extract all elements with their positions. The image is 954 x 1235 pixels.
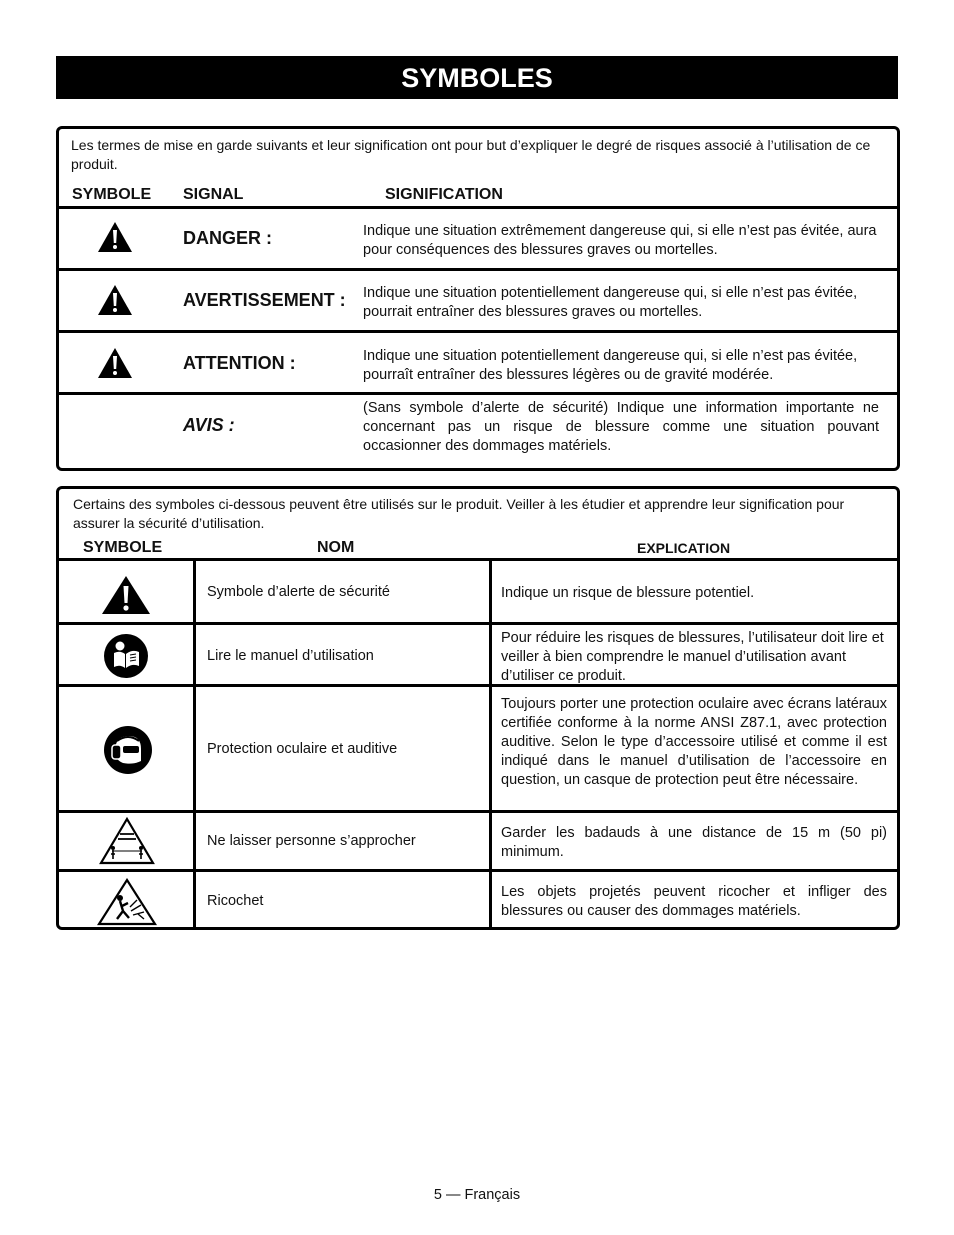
- symbol-name: Protection oculaire et auditive: [207, 741, 398, 757]
- ricochet-icon: [97, 878, 157, 926]
- signal-label-notice: AVIS :: [183, 415, 235, 435]
- symbol-name: Ricochet: [207, 893, 264, 909]
- signals-intro: Les termes de mise en garde suivants et leur signification ont pour but d’expliquer le degré de risques associé à l’utilisation de ce produit.: [71, 137, 871, 172]
- warning-triangle-icon: [97, 347, 133, 379]
- product-symbols-box: [56, 486, 900, 930]
- divider: [59, 330, 897, 333]
- symbol-explanation: Pour réduire les risques de blessures, l’utilisateur doit lire et veiller à bien comprendre le manuel d’utilisation avant d’utiliser ce produit.: [501, 630, 884, 684]
- divider: [59, 810, 897, 813]
- safety-alert-icon: [101, 575, 151, 615]
- warning-triangle-icon: [97, 221, 133, 253]
- signal-words-box: [56, 126, 900, 471]
- signal-label-danger: DANGER :: [183, 228, 272, 248]
- symbol-explanation: Indique un risque de blessure potentiel.: [501, 585, 755, 601]
- header-symbol: SYMBOLE: [83, 539, 163, 556]
- symbol-name: Lire le manuel d’utilisation: [207, 648, 374, 664]
- divider: [59, 622, 897, 625]
- signal-desc-warning: Indique une situation potentiellement dangereuse qui, si elle n’est pas évitée, pourrait entraîner des blessures graves ou mortelles.: [363, 285, 858, 320]
- divider: [59, 268, 897, 271]
- page-title: SYMBOLES: [56, 56, 898, 99]
- signal-desc-notice: (Sans symbole d’alerte de sécurité) Indique une information importante ne concernant pas un risque de blessure comme une situation pouvant occasionner des dommages matériels.: [363, 400, 879, 454]
- signal-label-caution: ATTENTION :: [183, 353, 296, 373]
- header-explanation: EXPLICATION: [637, 540, 731, 556]
- signal-label-warning: AVERTISSEMENT :: [183, 290, 346, 310]
- header-meaning: SIGNIFICATION: [385, 186, 503, 203]
- page-footer: 5 — Français: [433, 1187, 521, 1203]
- symbol-explanation: Garder les badauds à une distance de 15 m (50 pi) minimum.: [501, 825, 887, 860]
- eye-ear-protection-icon: [103, 725, 153, 775]
- header-name: NOM: [317, 539, 355, 556]
- warning-triangle-icon: [97, 284, 133, 316]
- symbol-name: Ne laisser personne s’approcher: [207, 833, 416, 849]
- divider: [59, 558, 897, 561]
- signal-desc-caution: Indique une situation potentiellement dangereuse qui, si elle n’est pas évitée, pourraît entraîner des blessures légères ou de gravité modérée.: [363, 348, 858, 383]
- read-manual-icon: [103, 633, 149, 679]
- symbol-explanation: Les objets projetés peuvent ricocher et infliger des blessures ou causer des dommages matériels.: [501, 884, 887, 919]
- keep-bystanders-away-icon: [99, 817, 155, 865]
- divider: [59, 392, 897, 395]
- symbol-explanation: Toujours porter une protection oculaire avec écrans latéraux certifiée conforme à la norme ANSI Z87.1, avec protection auditive. Selon le type d’accessoire utilisé et comme il est indiqué dans le manuel d’utilisation de l’accessoire en question, un casque de protection peut être nécessaire.: [501, 696, 887, 788]
- signal-desc-danger: Indique une situation extrêmement dangereuse qui, si elle n’est pas évitée, aura pour conséquences des blessures graves ou mortelles.: [363, 223, 877, 258]
- divider: [59, 206, 897, 209]
- header-symbol: SYMBOLE: [72, 186, 152, 203]
- divider: [59, 869, 897, 872]
- divider: [59, 684, 897, 687]
- symbols-intro: Certains des symboles ci-dessous peuvent être utilisés sur le produit. Veiller à les étudier et apprendre leur signification pour assurer la sécurité d’utilisation.: [73, 496, 845, 531]
- header-signal: SIGNAL: [183, 186, 244, 203]
- symbol-name: Symbole d’alerte de sécurité: [207, 584, 390, 600]
